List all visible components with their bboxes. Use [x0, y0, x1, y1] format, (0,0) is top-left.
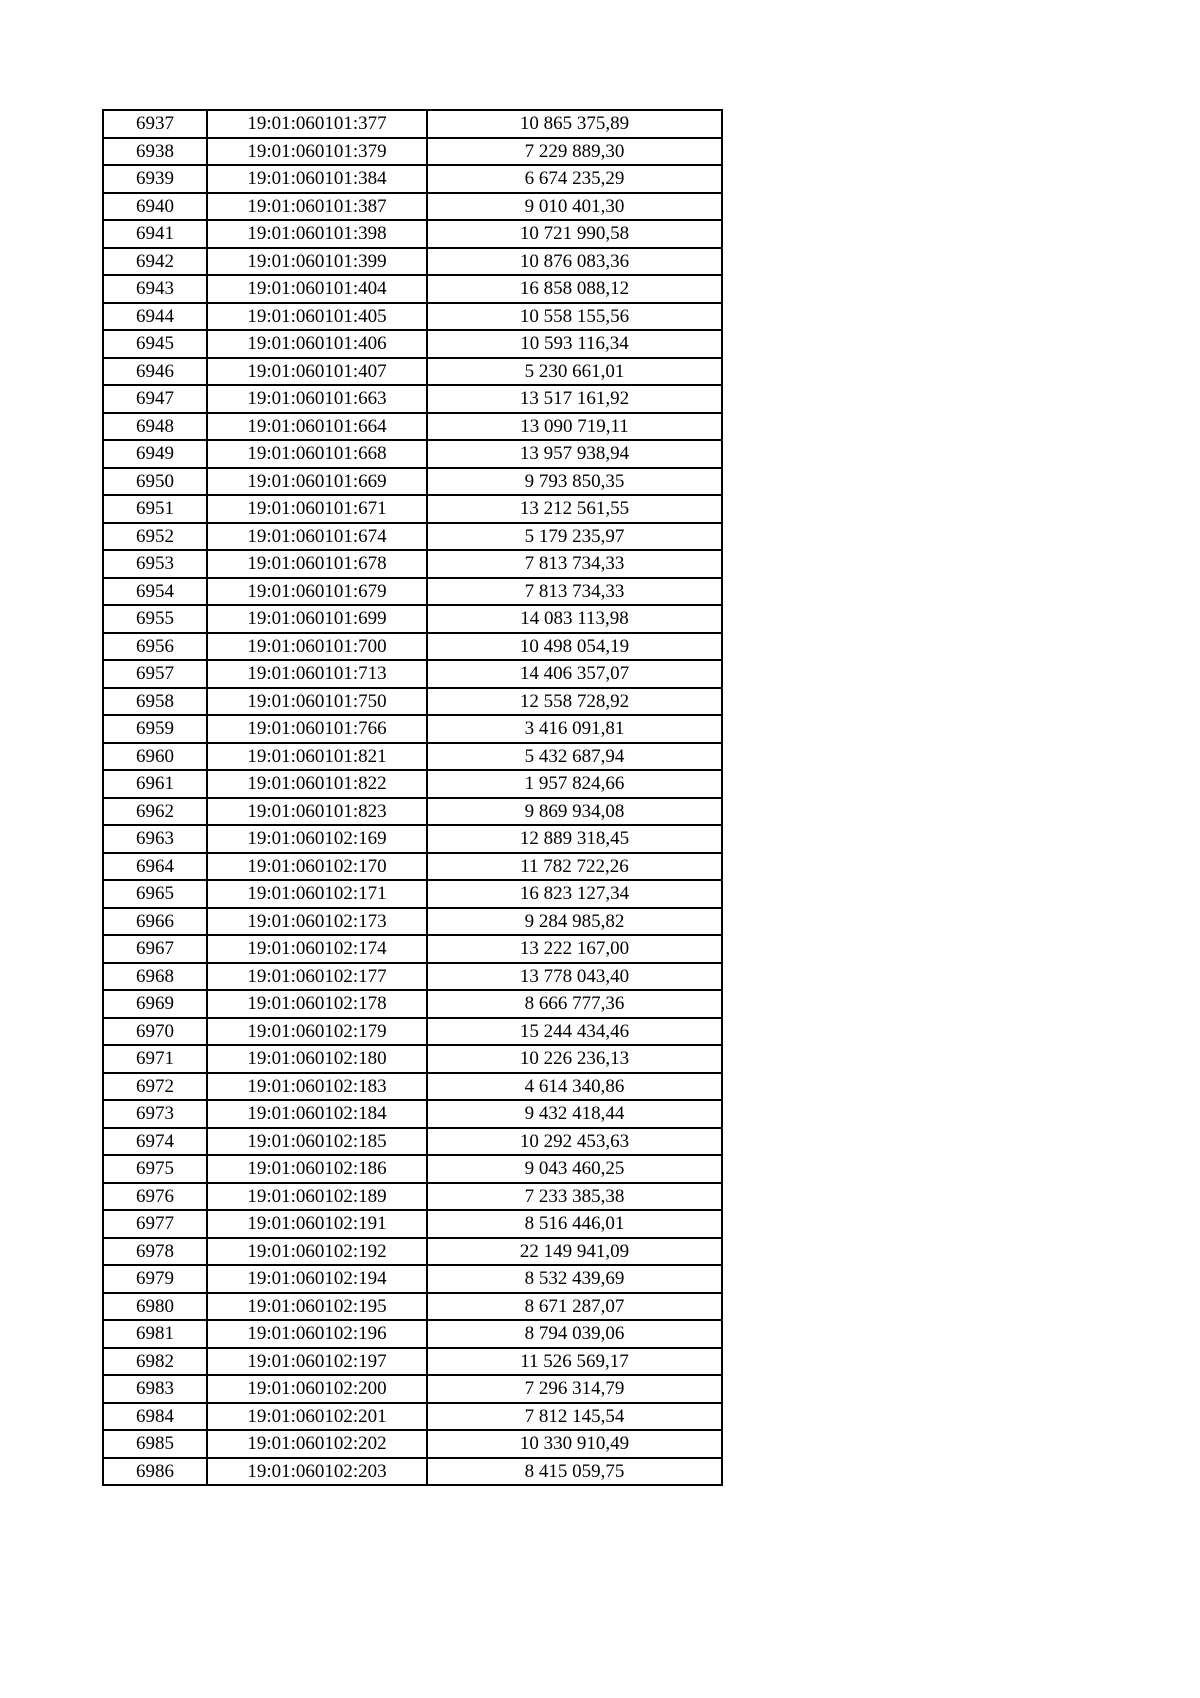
row-number-cell: 6962 [103, 798, 207, 826]
row-number-cell: 6979 [103, 1265, 207, 1293]
table-row [103, 1403, 722, 1431]
row-number-cell: 6942 [103, 248, 207, 276]
value-cell: 14 083 113,98 [427, 605, 722, 633]
value-cell: 8 671 287,07 [427, 1293, 722, 1321]
value-cell: 8 794 039,06 [427, 1320, 722, 1348]
value-cell: 7 233 385,38 [427, 1183, 722, 1211]
table-row [103, 880, 722, 908]
value-cell: 13 212 561,55 [427, 495, 722, 523]
cadastral-number-cell: 19:01:060101:823 [207, 798, 427, 826]
cadastral-number-cell: 19:01:060102:174 [207, 935, 427, 963]
row-number-cell: 6976 [103, 1183, 207, 1211]
cadastral-number-cell: 19:01:060102:200 [207, 1375, 427, 1403]
value-cell: 10 498 054,19 [427, 633, 722, 661]
cadastral-number-cell: 19:01:060101:377 [207, 110, 427, 138]
cadastral-number-cell: 19:01:060101:406 [207, 330, 427, 358]
row-number-cell: 6969 [103, 990, 207, 1018]
table-row [103, 1073, 722, 1101]
cadastral-value-table [102, 109, 723, 1486]
table-row [103, 1210, 722, 1238]
cadastral-number-cell: 19:01:060102:191 [207, 1210, 427, 1238]
row-number-cell: 6956 [103, 633, 207, 661]
table-row [103, 688, 722, 716]
table-row [103, 743, 722, 771]
row-number-cell: 6967 [103, 935, 207, 963]
row-number-cell: 6968 [103, 963, 207, 991]
row-number-cell: 6959 [103, 715, 207, 743]
cadastral-number-cell: 19:01:060102:185 [207, 1128, 427, 1156]
table-row [103, 578, 722, 606]
value-cell: 5 432 687,94 [427, 743, 722, 771]
table-row [103, 523, 722, 551]
value-cell: 9 010 401,30 [427, 193, 722, 221]
value-cell: 5 230 661,01 [427, 358, 722, 386]
value-cell: 8 415 059,75 [427, 1458, 722, 1486]
table-row [103, 770, 722, 798]
cadastral-number-cell: 19:01:060102:186 [207, 1155, 427, 1183]
table-row [103, 1155, 722, 1183]
table-row [103, 1265, 722, 1293]
table-row [103, 138, 722, 166]
row-number-cell: 6958 [103, 688, 207, 716]
value-cell: 22 149 941,09 [427, 1238, 722, 1266]
cadastral-number-cell: 19:01:060101:399 [207, 248, 427, 276]
value-cell: 14 406 357,07 [427, 660, 722, 688]
value-cell: 9 432 418,44 [427, 1100, 722, 1128]
row-number-cell: 6949 [103, 440, 207, 468]
value-cell: 8 516 446,01 [427, 1210, 722, 1238]
table-row [103, 550, 722, 578]
row-number-cell: 6945 [103, 330, 207, 358]
table-row [103, 303, 722, 331]
row-number-cell: 6938 [103, 138, 207, 166]
table-row [103, 495, 722, 523]
cadastral-number-cell: 19:01:060102:171 [207, 880, 427, 908]
table-row [103, 110, 722, 138]
row-number-cell: 6960 [103, 743, 207, 771]
table-row [103, 1458, 722, 1486]
row-number-cell: 6950 [103, 468, 207, 496]
cadastral-number-cell: 19:01:060102:170 [207, 853, 427, 881]
cadastral-number-cell: 19:01:060101:679 [207, 578, 427, 606]
row-number-cell: 6940 [103, 193, 207, 221]
cadastral-number-cell: 19:01:060101:766 [207, 715, 427, 743]
value-cell: 9 869 934,08 [427, 798, 722, 826]
value-cell: 15 244 434,46 [427, 1018, 722, 1046]
value-cell: 7 813 734,33 [427, 578, 722, 606]
value-cell: 12 558 728,92 [427, 688, 722, 716]
row-number-cell: 6939 [103, 165, 207, 193]
row-number-cell: 6954 [103, 578, 207, 606]
value-cell: 10 226 236,13 [427, 1045, 722, 1073]
cadastral-number-cell: 19:01:060101:750 [207, 688, 427, 716]
row-number-cell: 6986 [103, 1458, 207, 1486]
value-cell: 10 558 155,56 [427, 303, 722, 331]
row-number-cell: 6947 [103, 385, 207, 413]
row-number-cell: 6981 [103, 1320, 207, 1348]
cadastral-number-cell: 19:01:060102:173 [207, 908, 427, 936]
value-cell: 7 296 314,79 [427, 1375, 722, 1403]
value-cell: 13 957 938,94 [427, 440, 722, 468]
cadastral-number-cell: 19:01:060102:184 [207, 1100, 427, 1128]
table-row [103, 248, 722, 276]
row-number-cell: 6944 [103, 303, 207, 331]
cadastral-number-cell: 19:01:060101:384 [207, 165, 427, 193]
row-number-cell: 6984 [103, 1403, 207, 1431]
value-cell: 7 813 734,33 [427, 550, 722, 578]
cadastral-number-cell: 19:01:060101:821 [207, 743, 427, 771]
table-row [103, 440, 722, 468]
value-cell: 12 889 318,45 [427, 825, 722, 853]
value-cell: 13 090 719,11 [427, 413, 722, 441]
table-row [103, 990, 722, 1018]
cadastral-number-cell: 19:01:060101:407 [207, 358, 427, 386]
cadastral-number-cell: 19:01:060102:178 [207, 990, 427, 1018]
cadastral-number-cell: 19:01:060101:671 [207, 495, 427, 523]
table-row [103, 193, 722, 221]
value-cell: 16 823 127,34 [427, 880, 722, 908]
row-number-cell: 6977 [103, 1210, 207, 1238]
row-number-cell: 6985 [103, 1430, 207, 1458]
cadastral-number-cell: 19:01:060102:183 [207, 1073, 427, 1101]
table-row [103, 908, 722, 936]
row-number-cell: 6982 [103, 1348, 207, 1376]
cadastral-number-cell: 19:01:060102:195 [207, 1293, 427, 1321]
cadastral-number-cell: 19:01:060102:203 [207, 1458, 427, 1486]
value-cell: 5 179 235,97 [427, 523, 722, 551]
row-number-cell: 6971 [103, 1045, 207, 1073]
value-cell: 10 292 453,63 [427, 1128, 722, 1156]
cadastral-number-cell: 19:01:060101:664 [207, 413, 427, 441]
cadastral-number-cell: 19:01:060101:387 [207, 193, 427, 221]
value-cell: 7 229 889,30 [427, 138, 722, 166]
cadastral-number-cell: 19:01:060102:169 [207, 825, 427, 853]
value-cell: 11 782 722,26 [427, 853, 722, 881]
table-row [103, 385, 722, 413]
row-number-cell: 6983 [103, 1375, 207, 1403]
cadastral-number-cell: 19:01:060102:192 [207, 1238, 427, 1266]
cadastral-number-cell: 19:01:060102:201 [207, 1403, 427, 1431]
table-row [103, 1128, 722, 1156]
row-number-cell: 6964 [103, 853, 207, 881]
table-row [103, 1293, 722, 1321]
row-number-cell: 6978 [103, 1238, 207, 1266]
value-cell: 16 858 088,12 [427, 275, 722, 303]
row-number-cell: 6948 [103, 413, 207, 441]
row-number-cell: 6957 [103, 660, 207, 688]
table-row [103, 963, 722, 991]
row-number-cell: 6952 [103, 523, 207, 551]
value-cell: 10 330 910,49 [427, 1430, 722, 1458]
table-body [103, 110, 722, 1485]
table-row [103, 1238, 722, 1266]
cadastral-number-cell: 19:01:060101:404 [207, 275, 427, 303]
row-number-cell: 6980 [103, 1293, 207, 1321]
table-row [103, 1430, 722, 1458]
cadastral-number-cell: 19:01:060101:669 [207, 468, 427, 496]
row-number-cell: 6966 [103, 908, 207, 936]
value-cell: 9 793 850,35 [427, 468, 722, 496]
cadastral-number-cell: 19:01:060102:180 [207, 1045, 427, 1073]
row-number-cell: 6963 [103, 825, 207, 853]
cadastral-number-cell: 19:01:060101:822 [207, 770, 427, 798]
cadastral-number-cell: 19:01:060101:713 [207, 660, 427, 688]
value-cell: 9 284 985,82 [427, 908, 722, 936]
value-cell: 7 812 145,54 [427, 1403, 722, 1431]
table-row [103, 825, 722, 853]
cadastral-number-cell: 19:01:060102:202 [207, 1430, 427, 1458]
value-cell: 1 957 824,66 [427, 770, 722, 798]
cadastral-number-cell: 19:01:060101:668 [207, 440, 427, 468]
cadastral-number-cell: 19:01:060102:196 [207, 1320, 427, 1348]
table-row [103, 1348, 722, 1376]
row-number-cell: 6961 [103, 770, 207, 798]
table-row [103, 1375, 722, 1403]
value-cell: 8 532 439,69 [427, 1265, 722, 1293]
table-row [103, 330, 722, 358]
value-cell: 13 517 161,92 [427, 385, 722, 413]
table-row [103, 715, 722, 743]
table-row [103, 220, 722, 248]
value-cell: 10 865 375,89 [427, 110, 722, 138]
table-row [103, 1100, 722, 1128]
row-number-cell: 6955 [103, 605, 207, 633]
table-row [103, 605, 722, 633]
table-row [103, 468, 722, 496]
value-cell: 8 666 777,36 [427, 990, 722, 1018]
value-cell: 11 526 569,17 [427, 1348, 722, 1376]
row-number-cell: 6975 [103, 1155, 207, 1183]
table-row [103, 1045, 722, 1073]
table-row [103, 853, 722, 881]
cadastral-number-cell: 19:01:060102:177 [207, 963, 427, 991]
cadastral-number-cell: 19:01:060102:197 [207, 1348, 427, 1376]
row-number-cell: 6974 [103, 1128, 207, 1156]
cadastral-number-cell: 19:01:060101:405 [207, 303, 427, 331]
row-number-cell: 6941 [103, 220, 207, 248]
row-number-cell: 6946 [103, 358, 207, 386]
cadastral-number-cell: 19:01:060102:189 [207, 1183, 427, 1211]
cadastral-number-cell: 19:01:060101:674 [207, 523, 427, 551]
value-cell: 13 778 043,40 [427, 963, 722, 991]
table-row [103, 358, 722, 386]
row-number-cell: 6965 [103, 880, 207, 908]
row-number-cell: 6951 [103, 495, 207, 523]
table-row [103, 413, 722, 441]
table-row [103, 633, 722, 661]
value-cell: 3 416 091,81 [427, 715, 722, 743]
value-cell: 10 876 083,36 [427, 248, 722, 276]
row-number-cell: 6972 [103, 1073, 207, 1101]
table-row [103, 1018, 722, 1046]
table-row [103, 165, 722, 193]
table-row [103, 275, 722, 303]
table-row [103, 1320, 722, 1348]
cadastral-number-cell: 19:01:060101:379 [207, 138, 427, 166]
value-cell: 4 614 340,86 [427, 1073, 722, 1101]
table-row [103, 660, 722, 688]
cadastral-number-cell: 19:01:060102:194 [207, 1265, 427, 1293]
cadastral-number-cell: 19:01:060102:179 [207, 1018, 427, 1046]
value-cell: 9 043 460,25 [427, 1155, 722, 1183]
row-number-cell: 6970 [103, 1018, 207, 1046]
cadastral-number-cell: 19:01:060101:678 [207, 550, 427, 578]
row-number-cell: 6937 [103, 110, 207, 138]
value-cell: 13 222 167,00 [427, 935, 722, 963]
value-cell: 10 721 990,58 [427, 220, 722, 248]
cadastral-number-cell: 19:01:060101:699 [207, 605, 427, 633]
row-number-cell: 6973 [103, 1100, 207, 1128]
table-row [103, 935, 722, 963]
cadastral-number-cell: 19:01:060101:398 [207, 220, 427, 248]
row-number-cell: 6953 [103, 550, 207, 578]
value-cell: 10 593 116,34 [427, 330, 722, 358]
row-number-cell: 6943 [103, 275, 207, 303]
cadastral-number-cell: 19:01:060101:663 [207, 385, 427, 413]
table-row [103, 798, 722, 826]
value-cell: 6 674 235,29 [427, 165, 722, 193]
table-row [103, 1183, 722, 1211]
cadastral-number-cell: 19:01:060101:700 [207, 633, 427, 661]
